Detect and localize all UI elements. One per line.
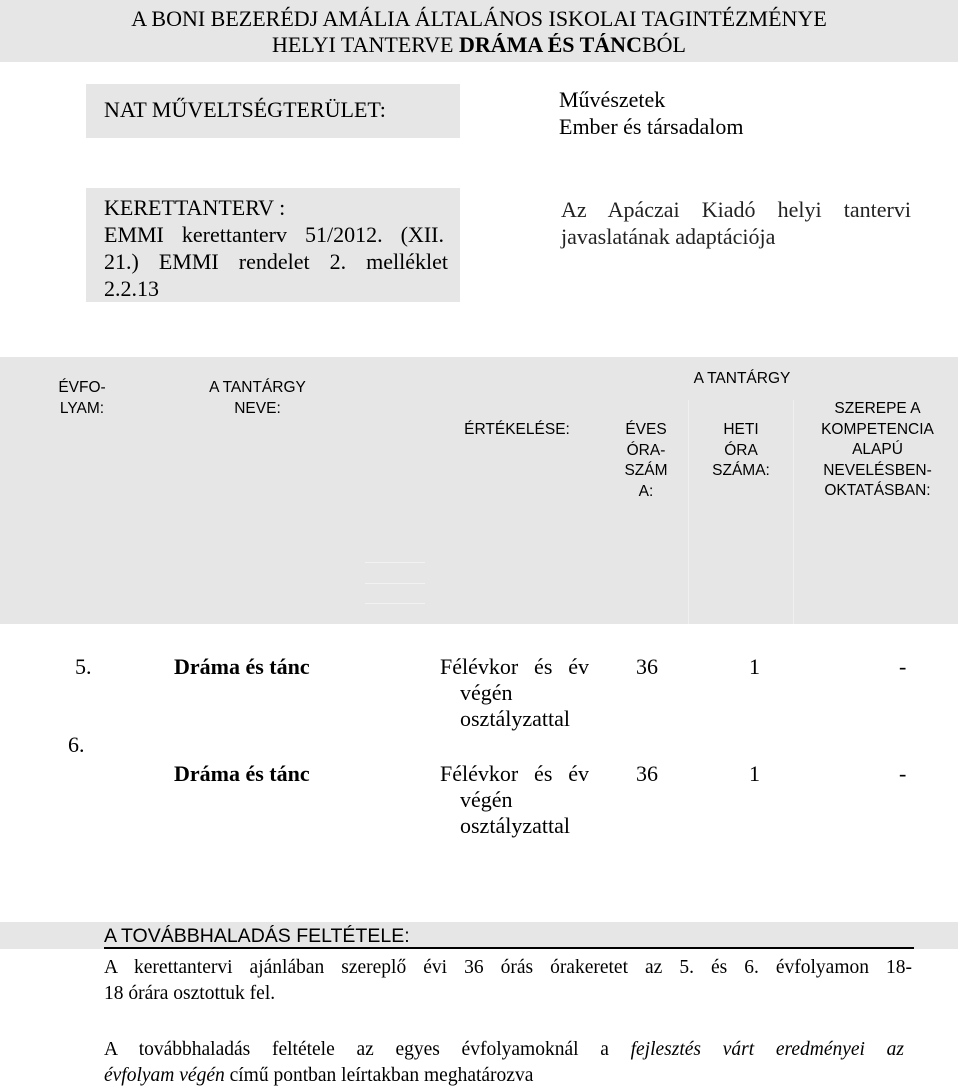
table-row-2-role: - [899,761,907,786]
footer-paragraph-2-line-2: évfolyam végén című pontban leírtakban meghatározva [104,1065,534,1086]
table-row-1-weekly: 1 [749,654,760,679]
footer-paragraph-1-line-1: A kerettantervi ajánlában szereplő évi 36 órás órakeretet az 5. és 6. évfolyamon 18- [104,957,912,978]
header-divider [365,603,425,604]
header-divider [688,400,689,624]
table-row-2-grade: 6. [68,732,85,757]
title-line-2 [0,32,958,58]
header-heti: HETI ÓRA SZÁMA: [712,421,770,479]
header-szerepe: SZEREPE A KOMPETENCIA ALAPÚ NEVELÉSBEN- OKTATÁSBAN: [821,400,934,499]
table-row-1-eval-2: végén [460,680,513,705]
footer-paragraph-2-italic-2: évfolyam végén [104,1065,225,1086]
kerettanterv-line-2: 21.) EMMI rendelet 2. melléklet [104,249,448,274]
title-line-1: A BONI BEZERÉDJ AMÁLIA ÁLTALÁNOS ISKOLAI TAGINTÉZMÉNYE [131,6,827,31]
kerettanterv-line-3: 2.2.13 [104,276,159,301]
table-row-1-role: - [899,654,907,679]
kerettanterv-value-1: Az Apáczai Kiadó helyi tantervi [561,197,911,222]
header-divider [365,583,425,584]
kerettanterv-label: KERETTANTERV : [104,195,286,220]
table-row-2-eval-2: végén [460,787,513,812]
footer-heading: A TOVÁBBHALADÁS FELTÉTELE: [104,925,410,947]
table-row-2-eval-3: osztályzattal [460,813,570,838]
title-line-2-prefix: HELYI TANTERVE [272,32,459,57]
nat-label: NAT MŰVELTSÉGTERÜLET: [104,97,386,122]
nat-value-1: Művészetek [559,87,666,112]
table-row-2-weekly: 1 [749,761,760,786]
table-row-1-eval-3: osztályzattal [460,706,570,731]
nat-value-2: Ember és társadalom [559,114,744,139]
table-row-2-name: Dráma és tánc [174,761,310,786]
table-row-2-eval-1: Félévkor és év [440,761,589,786]
header-evfolyam: ÉVFO- LYAM: [58,379,106,417]
footer-heading-rule [104,947,914,949]
kerettanterv-line-1: EMMI kerettanterv 51/2012. (XII. [104,222,444,247]
header-ertekelese: ÉRTÉKELÉSE: [464,421,570,438]
footer-paragraph-1-line-2: 18 órára osztottuk fel. [104,983,276,1004]
table-row-1-eval-1: Félévkor és év [440,654,589,679]
kerettanterv-value-2: javaslatának adaptációja [561,224,776,249]
title-line-2-bold: DRÁMA ÉS TÁNC [459,32,642,57]
footer-paragraph-2-line-1: A továbbhaladás feltétele az egyes évfolyamoknál a fejlesztés várt eredményei az [104,1039,904,1060]
header-tantargy-group: A TANTÁRGY [693,370,791,387]
header-divider [793,400,794,624]
table-row-1-annual: 36 [636,654,658,679]
footer-paragraph-2-italic-1: fejlesztés várt eredményei az [630,1039,904,1060]
header-divider [365,562,425,563]
table-row-2-annual: 36 [636,761,658,786]
document-title [0,0,958,62]
header-nev: A TANTÁRGY NEVE: [209,379,306,417]
table-row-1-grade: 5. [75,654,92,679]
title-line-2-suffix: BÓL [641,32,686,57]
table-row-1-name: Dráma és tánc [174,654,310,679]
header-eves: ÉVES ÓRA- SZÁM A: [624,421,668,500]
